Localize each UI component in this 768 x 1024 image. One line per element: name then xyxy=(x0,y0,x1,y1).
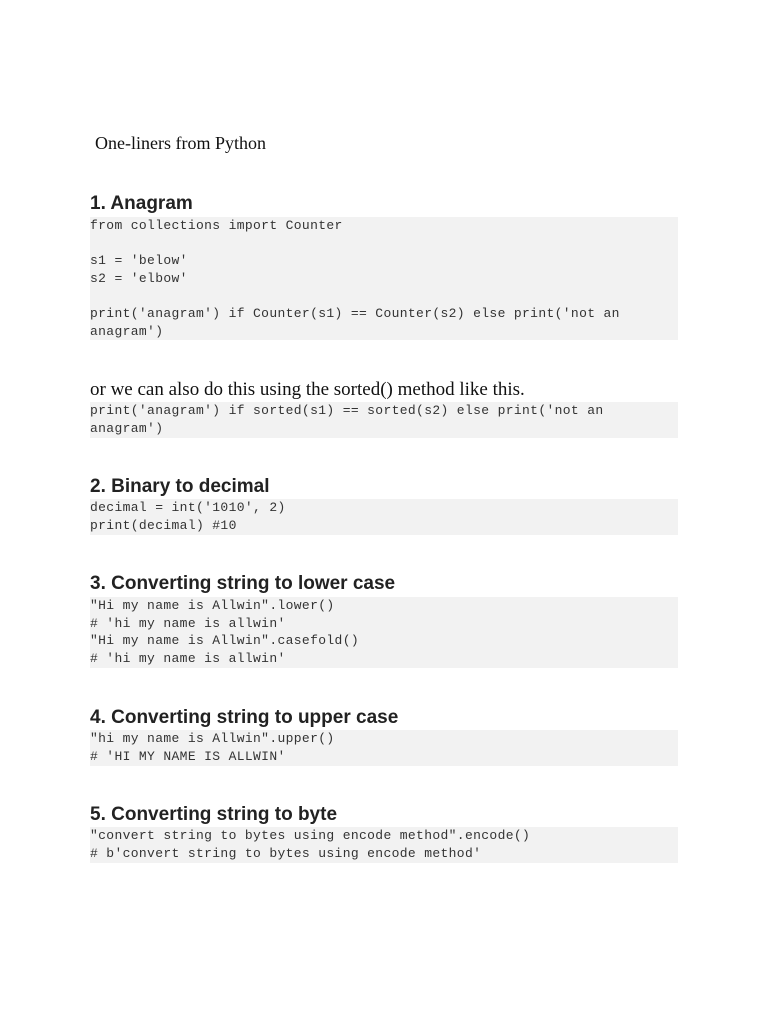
code-block-lower-case xyxy=(90,597,678,668)
code-line: # 'hi my name is allwin' xyxy=(90,615,286,631)
code-line: # 'HI MY NAME IS ALLWIN' xyxy=(90,748,286,764)
code-block-binary-to-decimal xyxy=(90,499,678,535)
code-line: # 'hi my name is allwin' xyxy=(90,650,286,666)
code-line: "hi my name is Allwin".upper() xyxy=(90,731,335,746)
code-line: # b'convert string to bytes using encode method' xyxy=(90,845,482,861)
anagram-sorted-note: or we can also do this using the sorted() method like this. xyxy=(90,379,525,400)
code-line: s1 = 'below' xyxy=(90,253,188,269)
code-line: decimal = int('1010', 2) xyxy=(90,500,286,515)
section-heading-anagram: 1. Anagram xyxy=(90,193,193,214)
code-block-string-to-byte xyxy=(90,827,678,863)
code-line: "convert string to bytes using encode method".encode() xyxy=(90,828,531,843)
code-line: print(decimal) #10 xyxy=(90,517,237,533)
code-line xyxy=(90,287,678,305)
page-title: One-liners from Python xyxy=(95,133,266,153)
code-line: "Hi my name is Allwin".lower() xyxy=(90,598,335,613)
code-line: anagram') xyxy=(90,420,164,436)
section-heading-upper-case: 4. Converting string to upper case xyxy=(90,707,399,728)
code-line: print('anagram') if sorted(s1) == sorted(s2) else print('not an xyxy=(90,403,604,418)
code-block-anagram-sorted xyxy=(90,402,678,438)
code-block-anagram xyxy=(90,217,678,340)
code-line: anagram') xyxy=(90,323,164,339)
section-heading-lower-case: 3. Converting string to lower case xyxy=(90,573,396,594)
code-block-upper-case xyxy=(90,730,678,766)
code-line: "Hi my name is Allwin".casefold() xyxy=(90,633,359,649)
section-heading-string-to-byte: 5. Converting string to byte xyxy=(90,804,338,825)
code-line: from collections import Counter xyxy=(90,218,343,233)
code-line: print('anagram') if Counter(s1) == Counter(s2) else print('not an xyxy=(90,305,620,321)
code-line xyxy=(90,235,678,253)
code-line: s2 = 'elbow' xyxy=(90,270,188,286)
section-heading-binary-to-decimal: 2. Binary to decimal xyxy=(90,476,270,497)
